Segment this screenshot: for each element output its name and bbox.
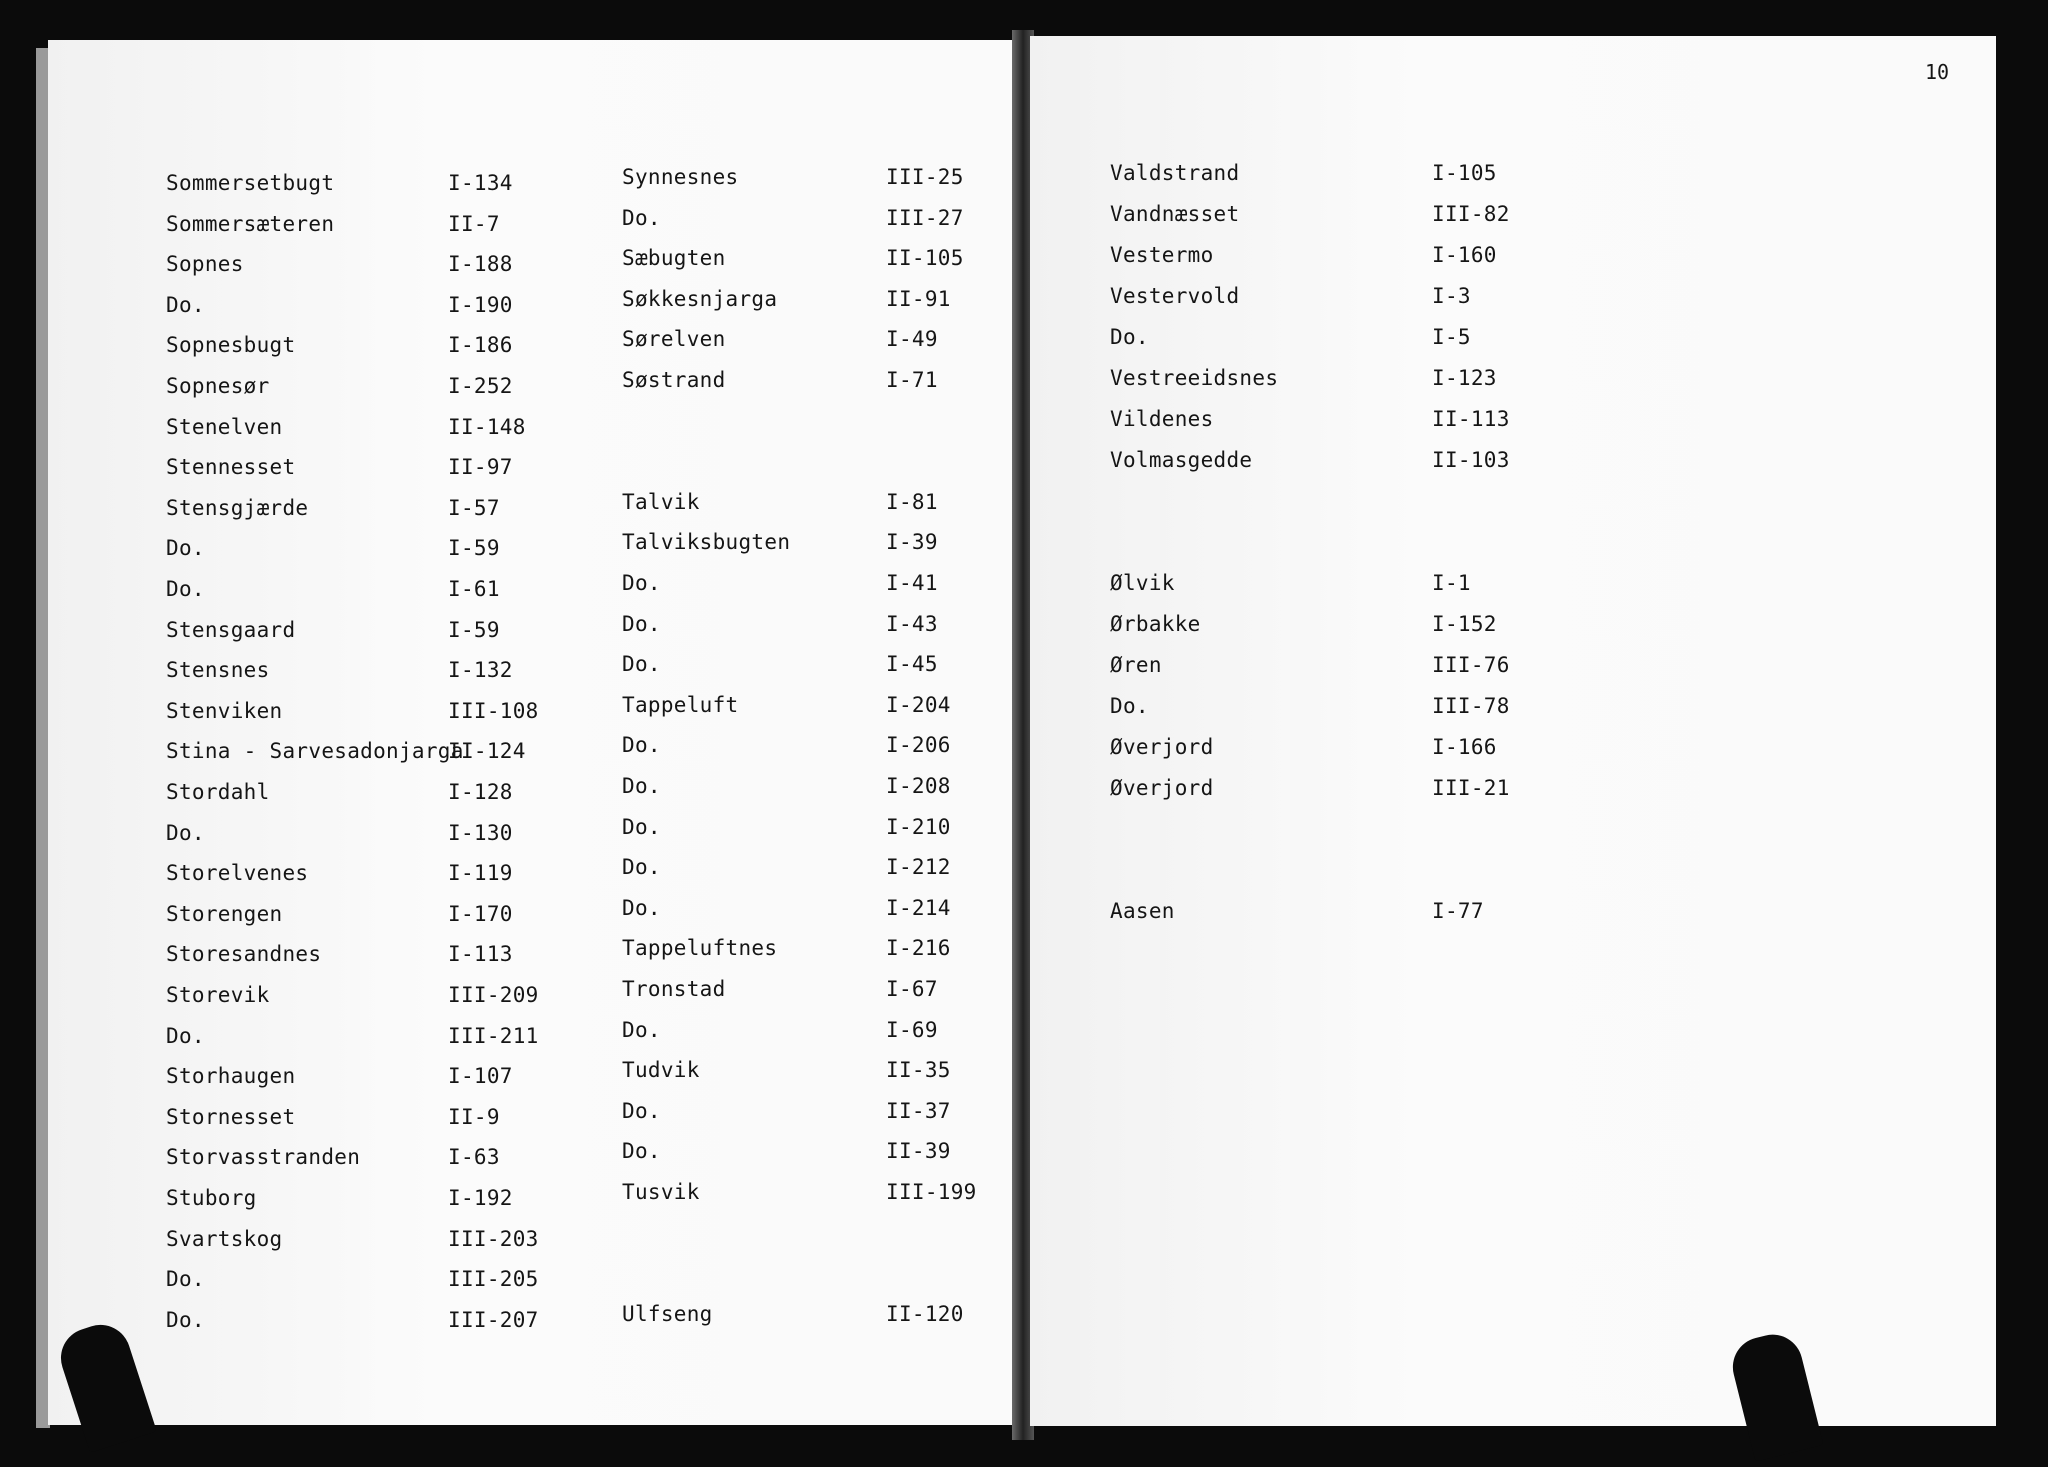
index-entry-reference: I-45 <box>886 652 938 677</box>
index-entry-reference: I-123 <box>1432 366 1497 390</box>
index-entry-reference: II-105 <box>886 246 964 271</box>
index-entry-name: Sæbugten <box>622 246 726 271</box>
index-entry-reference: I-59 <box>448 617 500 642</box>
index-entry-reference: I-204 <box>886 692 951 717</box>
index-entry-reference: III-78 <box>1432 694 1510 718</box>
index-entry-reference: I-212 <box>886 855 951 880</box>
index-entry-name: Tudvik <box>622 1058 700 1083</box>
index-entry-reference: I-186 <box>448 333 513 358</box>
index-entry-reference: III-27 <box>886 205 964 230</box>
index-entry-name: Storelvenes <box>166 861 309 886</box>
index-entry-reference: I-216 <box>886 936 951 961</box>
index-entry-reference: I-59 <box>448 536 500 561</box>
index-entry-name: Do. <box>622 774 661 798</box>
index-entry-name: Stina - Sarvesadonjarga <box>166 739 464 764</box>
index-entry-reference: I-1 <box>1432 571 1471 595</box>
index-entry-name: Do. <box>622 1017 661 1042</box>
index-entry-name: Stordahl <box>166 780 270 804</box>
index-entry-name: Svartskog <box>166 1226 283 1251</box>
index-entry-name: Storevik <box>166 983 270 1007</box>
index-entry-reference: II-124 <box>448 739 526 764</box>
index-entry-reference: III-199 <box>886 1180 977 1204</box>
index-entry-name: Sopnesbugt <box>166 333 296 358</box>
index-entry-name: Sommersæteren <box>166 211 335 236</box>
index-entry-reference: I-192 <box>448 1186 513 1210</box>
index-entry-name: Do. <box>1110 694 1149 718</box>
index-entry-reference: II-7 <box>448 211 500 236</box>
index-entry-name: Stenviken <box>166 698 283 723</box>
index-entry-reference: I-132 <box>448 658 513 683</box>
index-entry-name: Do. <box>622 855 661 880</box>
index-entry-reference: I-49 <box>886 327 938 352</box>
index-entry-name: Storesandnes <box>166 942 322 967</box>
index-entry-reference: II-37 <box>886 1098 951 1123</box>
index-entry-name: Sommersetbugt <box>166 171 335 195</box>
index-entry-reference: II-120 <box>886 1301 964 1326</box>
index-entry-name: Do. <box>166 536 205 561</box>
index-entry-name: Do. <box>622 733 661 758</box>
index-entry-reference: III-209 <box>448 983 539 1007</box>
index-entry-name: Do. <box>622 652 661 677</box>
index-entry-name: Øren <box>1110 653 1162 677</box>
index-entry-name: Sørelven <box>622 327 726 352</box>
index-entry-reference: I-63 <box>448 1145 500 1170</box>
index-entry-name: Vestermo <box>1110 243 1214 267</box>
index-entry-name: Stenelven <box>166 414 283 439</box>
index-entry-reference: I-190 <box>448 292 513 317</box>
index-entry-reference: I-71 <box>886 368 938 392</box>
index-entry-reference: II-91 <box>886 286 951 311</box>
index-entry-name: Do. <box>166 1023 205 1048</box>
index-entry-reference: III-25 <box>886 165 964 189</box>
index-entry-reference: II-9 <box>448 1104 500 1129</box>
index-entry-name: Do. <box>166 577 205 601</box>
index-entry-name: Sopnes <box>166 252 244 277</box>
index-entry-reference: I-128 <box>448 780 513 804</box>
index-entry-name: Do. <box>622 571 661 595</box>
index-entry-name: Sopnesør <box>166 374 270 398</box>
index-entry-reference: I-105 <box>1432 161 1497 185</box>
index-entry-name: Søkkesnjarga <box>622 286 778 311</box>
index-entry-name: Aasen <box>1110 899 1175 923</box>
index-entry-reference: I-166 <box>1432 735 1497 759</box>
index-entry-name: Do. <box>1110 325 1149 349</box>
index-entry-reference: I-5 <box>1432 325 1471 349</box>
index-entry-name: Storvasstranden <box>166 1145 361 1170</box>
index-entry-reference: I-39 <box>886 530 938 555</box>
index-entry-name: Ølvik <box>1110 571 1175 595</box>
index-entry-reference: I-61 <box>448 577 500 601</box>
index-entry-name: Ulfseng <box>622 1301 713 1326</box>
index-entry-name: Do. <box>166 292 205 317</box>
index-entry-reference: III-205 <box>448 1267 539 1292</box>
index-entry-name: Stensgjærde <box>166 495 309 520</box>
index-entry-name: Tappeluft <box>622 692 739 717</box>
index-entry-reference: I-41 <box>886 571 938 595</box>
index-entry-reference: II-148 <box>448 414 526 439</box>
index-entry-reference: I-119 <box>448 861 513 886</box>
index-entry-reference: I-113 <box>448 942 513 967</box>
index-entry-reference: II-113 <box>1432 407 1510 431</box>
page-number: 10 <box>1925 60 1950 84</box>
index-entry-name: Valdstrand <box>1110 161 1240 185</box>
index-entry-reference: III-207 <box>448 1307 539 1332</box>
index-entry-reference: I-214 <box>886 895 951 920</box>
index-entry-name: Volmasgedde <box>1110 448 1253 472</box>
left-page <box>48 40 1020 1425</box>
index-entry-reference: I-152 <box>1432 612 1497 636</box>
index-entry-name: Do. <box>622 814 661 839</box>
index-entry-name: Stensnes <box>166 658 270 683</box>
index-entry-reference: I-43 <box>886 611 938 636</box>
index-entry-reference: I-170 <box>448 901 513 926</box>
index-entry-reference: III-108 <box>448 698 539 723</box>
index-entry-name: Stennesset <box>166 455 296 480</box>
index-entry-reference: I-130 <box>448 820 513 845</box>
index-entry-name: Talvik <box>622 489 700 514</box>
index-entry-name: Vestreeidsnes <box>1110 366 1279 390</box>
index-entry-name: Ørbakke <box>1110 612 1201 636</box>
index-entry-reference: III-21 <box>1432 776 1510 800</box>
index-entry-name: Søstrand <box>622 368 726 392</box>
index-entry-reference: I-77 <box>1432 899 1484 923</box>
index-entry-reference: III-203 <box>448 1226 539 1251</box>
index-entry-reference: I-208 <box>886 774 951 798</box>
index-entry-name: Talviksbugten <box>622 530 791 555</box>
index-entry-name: Stuborg <box>166 1186 257 1210</box>
index-entry-reference: III-76 <box>1432 653 1510 677</box>
index-entry-name: Do. <box>166 820 205 845</box>
index-entry-name: Do. <box>622 895 661 920</box>
index-entry-name: Storengen <box>166 901 283 926</box>
index-entry-reference: I-81 <box>886 489 938 514</box>
index-entry-reference: I-210 <box>886 814 951 839</box>
index-entry-reference: I-57 <box>448 495 500 520</box>
index-entry-name: Tronstad <box>622 977 726 1001</box>
index-entry-reference: II-103 <box>1432 448 1510 472</box>
index-entry-reference: I-69 <box>886 1017 938 1042</box>
index-entry-reference: II-97 <box>448 455 513 480</box>
index-entry-reference: I-107 <box>448 1064 513 1089</box>
index-entry-reference: I-188 <box>448 252 513 277</box>
index-entry-reference: II-35 <box>886 1058 951 1083</box>
index-entry-name: Øverjord <box>1110 776 1214 800</box>
index-entry-name: Vandnæsset <box>1110 202 1240 226</box>
index-entry-name: Do. <box>622 1139 661 1164</box>
index-entry-reference: III-211 <box>448 1023 539 1048</box>
index-entry-name: Tusvik <box>622 1180 700 1204</box>
index-entry-name: Do. <box>622 1098 661 1123</box>
index-entry-name: Synnesnes <box>622 165 739 189</box>
index-entry-name: Storhaugen <box>166 1064 296 1089</box>
index-entry-name: Øverjord <box>1110 735 1214 759</box>
index-entry-name: Do. <box>622 611 661 636</box>
index-entry-name: Do. <box>622 205 661 230</box>
index-entry-name: Vildenes <box>1110 407 1214 431</box>
index-entry-reference: I-3 <box>1432 284 1471 308</box>
index-entry-reference: I-160 <box>1432 243 1497 267</box>
index-entry-name: Stornesset <box>166 1104 296 1129</box>
index-entry-reference: I-206 <box>886 733 951 758</box>
index-entry-reference: III-82 <box>1432 202 1510 226</box>
index-entry-name: Vestervold <box>1110 284 1240 308</box>
index-entry-reference: I-67 <box>886 977 938 1001</box>
index-entry-name: Do. <box>166 1267 205 1292</box>
right-page <box>1030 36 1996 1426</box>
index-entry-name: Tappeluftnes <box>622 936 778 961</box>
index-entry-reference: I-134 <box>448 171 513 195</box>
index-entry-name: Do. <box>166 1307 205 1332</box>
index-entry-reference: I-252 <box>448 374 513 398</box>
index-entry-name: Stensgaard <box>166 617 296 642</box>
index-entry-reference: II-39 <box>886 1139 951 1164</box>
